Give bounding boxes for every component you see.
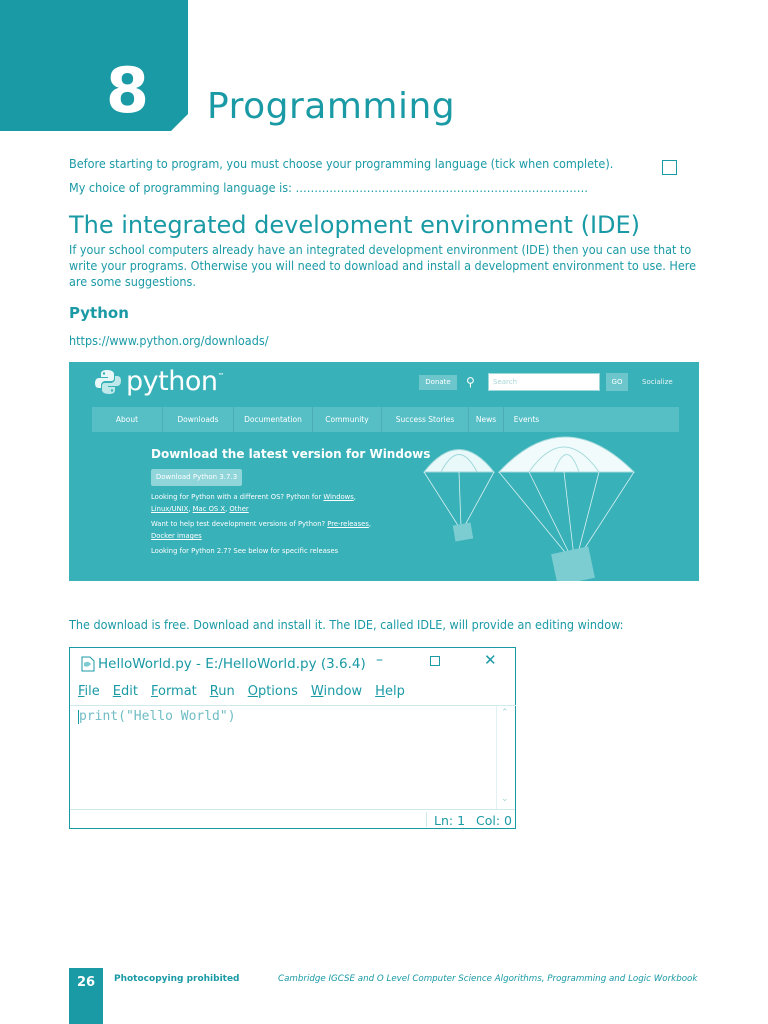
idle-editor-window xyxy=(69,647,516,829)
donate-button[interactable]: Donate xyxy=(419,375,457,390)
nav-item-success-stories[interactable]: Success Stories xyxy=(382,407,469,432)
nav-item-community[interactable]: Community xyxy=(313,407,382,432)
minimize-button[interactable]: – xyxy=(376,652,383,668)
scroll-down-icon[interactable]: ⌄ xyxy=(501,794,509,804)
other-link[interactable]: Other xyxy=(229,505,249,513)
site-nav xyxy=(92,407,679,432)
code-editor[interactable] xyxy=(70,705,516,810)
go-button[interactable]: GO xyxy=(606,373,628,391)
idle-window-title: HelloWorld.py - E:/HelloWorld.py (3.6.4) xyxy=(98,656,366,672)
linux-link[interactable]: Linux/UNIX xyxy=(151,505,189,513)
dev-versions-line: Want to help test development versions of Python? Pre-releases, xyxy=(151,520,372,528)
parachutes-illustration xyxy=(419,432,649,581)
python-snake-icon xyxy=(94,368,122,396)
download-instructions: The download is free. Download and install it. The IDE, called IDLE, will provide an editing window: xyxy=(69,617,624,632)
intro-instruction: Before starting to program, you must choose your programming language (tick when complete). xyxy=(69,156,614,171)
menu-options[interactable]: Options xyxy=(247,684,298,699)
menu-format[interactable]: Format xyxy=(150,684,197,699)
idle-title-bar xyxy=(81,656,366,672)
os-links-line: Linux/UNIX, Mac OS X, Other xyxy=(151,505,249,513)
ide-paragraph: If your school computers already have an integrated development environment (IDE) then you can use that to write your programs. Otherwise you will need to download and install a development environment to use. Here are some suggestions. xyxy=(69,242,697,289)
python-logo-tm: ™ xyxy=(217,372,225,380)
close-button[interactable]: ✕ xyxy=(484,651,497,669)
ide-heading: The integrated development environment (IDE) xyxy=(69,211,641,239)
macos-link[interactable]: Mac OS X xyxy=(192,505,226,513)
menu-run[interactable]: Run xyxy=(209,684,235,699)
menu-file[interactable]: File xyxy=(78,684,100,699)
nav-item-downloads[interactable]: Downloads xyxy=(163,407,234,432)
prereleases-link[interactable]: Pre-releases xyxy=(327,520,369,528)
python-url[interactable]: https://www.python.org/downloads/ xyxy=(69,333,269,348)
chapter-number: 8 xyxy=(105,54,150,127)
python-heading: Python xyxy=(69,304,129,322)
menu-window[interactable]: Window xyxy=(310,684,363,699)
code-line: print("Hello World") xyxy=(79,709,236,724)
search-icon: ⚲ xyxy=(466,375,475,389)
download-python-button[interactable]: Download Python 3.7.3 xyxy=(151,469,242,486)
menu-help[interactable]: Help xyxy=(375,684,405,699)
tick-checkbox[interactable] xyxy=(662,160,677,175)
scroll-up-icon[interactable]: ⌃ xyxy=(501,708,509,718)
search-input[interactable]: Search xyxy=(488,373,600,391)
docker-line xyxy=(151,532,202,541)
footer-book-title: Cambridge IGCSE and O Level Computer Science Algorithms, Programming and Logic Workbook xyxy=(278,974,698,984)
status-bar xyxy=(70,809,515,829)
idle-menu-bar xyxy=(78,684,418,699)
menu-edit[interactable]: Edit xyxy=(112,684,138,699)
nav-item-documentation[interactable]: Documentation xyxy=(234,407,313,432)
status-divider xyxy=(426,812,427,827)
python-logo-text: python xyxy=(126,366,218,397)
python27-line: Looking for Python 2.7? See below for specific releases xyxy=(151,547,339,555)
other-os-line: Looking for Python with a different OS? Python for Windows, xyxy=(151,493,356,501)
download-title: Download the latest version for Windows xyxy=(151,447,431,461)
windows-link[interactable]: Windows xyxy=(323,493,354,501)
language-choice-line: My choice of programming language is: …………………………………………………………………… xyxy=(69,180,588,195)
python-logo[interactable] xyxy=(94,366,224,397)
socialize-link[interactable]: Socialize xyxy=(642,378,673,386)
nav-item-events[interactable]: Events xyxy=(513,415,540,424)
docker-images-link[interactable]: Docker images xyxy=(151,532,202,540)
chapter-title: Programming xyxy=(207,86,456,127)
page-number: 26 xyxy=(76,975,96,990)
python-website-screenshot xyxy=(69,362,699,581)
nav-item-news[interactable]: News xyxy=(469,407,504,432)
status-column-number: Col: 0 xyxy=(476,813,512,828)
footer-notice: Photocopying prohibited xyxy=(114,974,240,984)
page-number-box xyxy=(69,968,103,1024)
nav-item-about[interactable]: About xyxy=(92,407,163,432)
status-line-number: Ln: 1 xyxy=(434,813,466,828)
maximize-button[interactable] xyxy=(430,656,440,666)
vertical-scrollbar[interactable] xyxy=(496,706,516,810)
python-file-icon xyxy=(81,656,95,672)
